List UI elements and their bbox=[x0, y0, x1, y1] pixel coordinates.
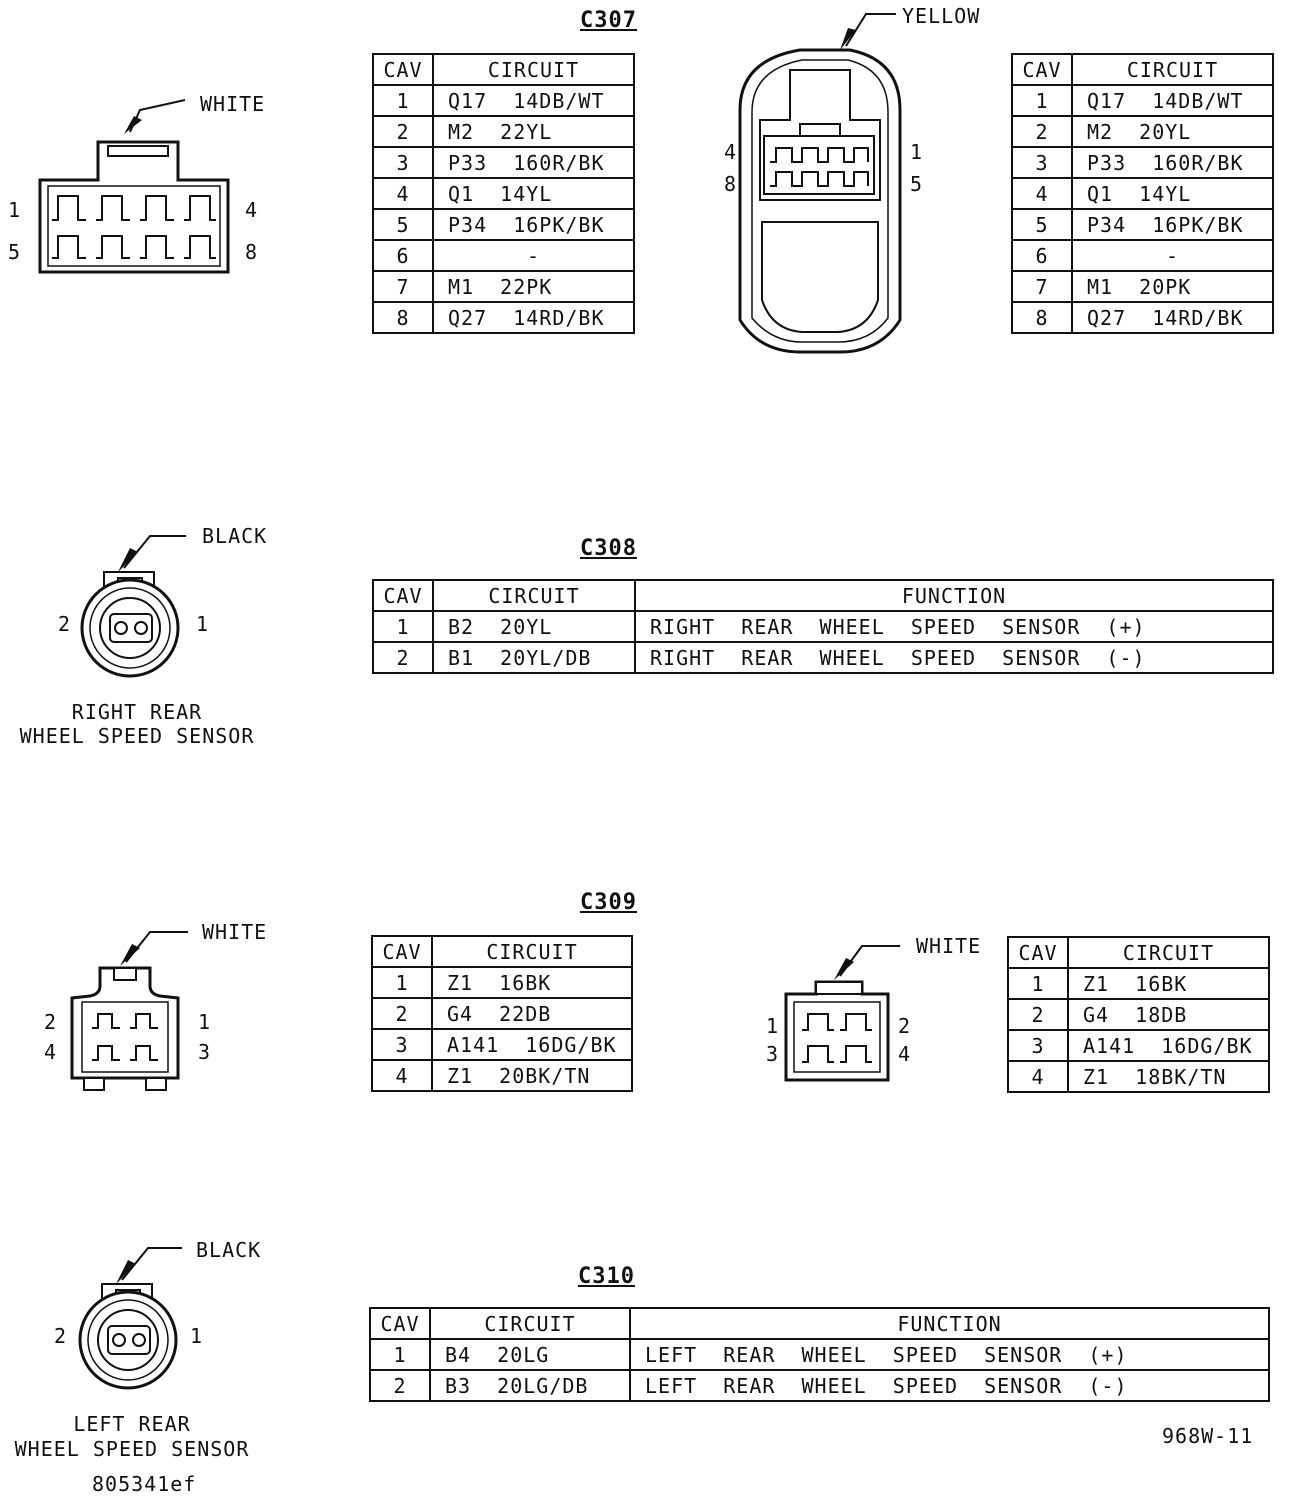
cav-cell: 3 bbox=[1008, 1030, 1068, 1061]
circuit-cell: P34 16PK/BK bbox=[1072, 209, 1273, 240]
c307-left-color-label: WHITE bbox=[200, 92, 266, 116]
function-cell: LEFT REAR WHEEL SPEED SENSOR (+) bbox=[630, 1339, 1269, 1370]
circuit-cell: P33 160R/BK bbox=[433, 147, 634, 178]
c307-right-color-label: YELLOW bbox=[902, 4, 981, 28]
table-row bbox=[373, 240, 634, 271]
cav-header: CAV bbox=[1008, 937, 1068, 968]
table-row bbox=[1012, 178, 1273, 209]
cav-cell: 8 bbox=[373, 302, 433, 333]
cav-cell: 3 bbox=[1012, 147, 1072, 178]
circuit-cell: Q27 14RD/BK bbox=[1072, 302, 1273, 333]
table-row bbox=[372, 1060, 632, 1091]
table-header-row bbox=[373, 54, 634, 85]
c309-right-pin-label: 4 bbox=[898, 1042, 911, 1066]
table-row bbox=[373, 147, 634, 178]
cav-header: CAV bbox=[1012, 54, 1072, 85]
c307-right-pin-label: 5 bbox=[910, 172, 923, 196]
table-row bbox=[1008, 968, 1269, 999]
cav-cell: 2 bbox=[373, 642, 433, 673]
c309-left-pin-label: 4 bbox=[44, 1040, 57, 1064]
c307-right-pin-label: 1 bbox=[910, 140, 923, 164]
cav-cell: 1 bbox=[1008, 968, 1068, 999]
circuit-cell: Z1 16BK bbox=[432, 967, 632, 998]
table-row bbox=[372, 967, 632, 998]
cav-header: CAV bbox=[370, 1308, 430, 1339]
circuit-cell: Q17 14DB/WT bbox=[1072, 85, 1273, 116]
function-cell: LEFT REAR WHEEL SPEED SENSOR (-) bbox=[630, 1370, 1269, 1401]
cav-cell: 2 bbox=[370, 1370, 430, 1401]
cav-cell: 1 bbox=[372, 967, 432, 998]
function-header: FUNCTION bbox=[630, 1308, 1269, 1339]
c310-pin-label: 1 bbox=[190, 1324, 203, 1348]
table-row bbox=[373, 209, 634, 240]
circuit-cell: Z1 18BK/TN bbox=[1068, 1061, 1269, 1092]
c309-right-pin-label: 1 bbox=[766, 1014, 779, 1038]
table-row bbox=[370, 1339, 1269, 1370]
circuit-cell: P34 16PK/BK bbox=[433, 209, 634, 240]
c310-caption-line2: WHEEL SPEED SENSOR bbox=[14, 1437, 250, 1461]
c308-color-label: BLACK bbox=[202, 524, 268, 548]
circuit-header: CIRCUIT bbox=[432, 936, 632, 967]
cav-cell: 4 bbox=[1012, 178, 1072, 209]
c307-left-pin-label: 8 bbox=[245, 240, 258, 264]
cav-cell: 1 bbox=[373, 85, 433, 116]
table-row bbox=[1008, 1030, 1269, 1061]
table-row bbox=[373, 116, 634, 147]
c309-title: C309 bbox=[580, 890, 637, 915]
circuit-cell: M2 22YL bbox=[433, 116, 634, 147]
c308-caption-line1: RIGHT REAR bbox=[71, 700, 203, 724]
circuit-cell: - bbox=[1072, 240, 1273, 271]
circuit-cell: Q27 14RD/BK bbox=[433, 302, 634, 333]
circuit-cell: A141 16DG/BK bbox=[1068, 1030, 1269, 1061]
table-header-row bbox=[1012, 54, 1273, 85]
cav-cell: 3 bbox=[372, 1029, 432, 1060]
cav-cell: 2 bbox=[373, 116, 433, 147]
table-row bbox=[373, 611, 1273, 642]
c308-pinout-table bbox=[372, 579, 1274, 674]
cav-cell: 2 bbox=[372, 998, 432, 1029]
table-header-row bbox=[1008, 937, 1269, 968]
table-header-row bbox=[373, 580, 1273, 611]
table-row bbox=[1012, 240, 1273, 271]
cav-cell: 1 bbox=[373, 611, 433, 642]
c308-pin-label: 2 bbox=[58, 612, 71, 636]
table-row bbox=[1008, 1061, 1269, 1092]
c309-left-pinout-table bbox=[371, 935, 633, 1092]
table-header-row bbox=[372, 936, 632, 967]
circuit-cell: Z1 20BK/TN bbox=[432, 1060, 632, 1091]
cav-cell: 2 bbox=[1008, 999, 1068, 1030]
cav-cell: 3 bbox=[373, 147, 433, 178]
c310-title: C310 bbox=[578, 1264, 635, 1289]
c310-color-label: BLACK bbox=[196, 1238, 262, 1262]
table-row bbox=[373, 271, 634, 302]
function-cell: RIGHT REAR WHEEL SPEED SENSOR (+) bbox=[635, 611, 1273, 642]
table-row bbox=[1012, 209, 1273, 240]
cav-header: CAV bbox=[373, 580, 433, 611]
cav-cell: 7 bbox=[373, 271, 433, 302]
table-row bbox=[373, 642, 1273, 673]
cav-cell: 1 bbox=[370, 1339, 430, 1370]
circuit-cell: G4 18DB bbox=[1068, 999, 1269, 1030]
c308-title: C308 bbox=[580, 536, 637, 561]
c309-left-pin-label: 2 bbox=[44, 1010, 57, 1034]
cav-header: CAV bbox=[373, 54, 433, 85]
table-row bbox=[372, 1029, 632, 1060]
circuit-header: CIRCUIT bbox=[1072, 54, 1273, 85]
circuit-cell: M2 20YL bbox=[1072, 116, 1273, 147]
function-header: FUNCTION bbox=[635, 580, 1273, 611]
c310-pinout-table bbox=[369, 1307, 1270, 1402]
cav-cell: 1 bbox=[1012, 85, 1072, 116]
circuit-cell: M1 20PK bbox=[1072, 271, 1273, 302]
circuit-cell: Z1 16BK bbox=[1068, 968, 1269, 999]
circuit-cell: - bbox=[433, 240, 634, 271]
circuit-cell: B2 20YL bbox=[433, 611, 635, 642]
c307-left-pin-label: 1 bbox=[8, 198, 21, 222]
cav-header: CAV bbox=[372, 936, 432, 967]
circuit-cell: G4 22DB bbox=[432, 998, 632, 1029]
table-row bbox=[1008, 999, 1269, 1030]
cav-cell: 6 bbox=[373, 240, 433, 271]
cav-cell: 8 bbox=[1012, 302, 1072, 333]
c307-title: C307 bbox=[580, 8, 637, 33]
circuit-header: CIRCUIT bbox=[433, 54, 634, 85]
table-row bbox=[1012, 85, 1273, 116]
c310-pin-label: 2 bbox=[54, 1324, 67, 1348]
c307-right-pinout-table bbox=[1011, 53, 1274, 334]
circuit-header: CIRCUIT bbox=[430, 1308, 630, 1339]
table-row bbox=[372, 998, 632, 1029]
cav-cell: 2 bbox=[1012, 116, 1072, 147]
circuit-cell: B3 20LG/DB bbox=[430, 1370, 630, 1401]
table-row bbox=[1012, 116, 1273, 147]
c307-right-pin-label: 8 bbox=[724, 172, 737, 196]
c310-caption-line1: LEFT REAR bbox=[73, 1412, 191, 1436]
c307-right-pin-label: 4 bbox=[724, 140, 737, 164]
image-code: 805341ef bbox=[92, 1472, 197, 1496]
circuit-cell: M1 22PK bbox=[433, 271, 634, 302]
function-cell: RIGHT REAR WHEEL SPEED SENSOR (-) bbox=[635, 642, 1273, 673]
cav-cell: 5 bbox=[1012, 209, 1072, 240]
circuit-cell: B4 20LG bbox=[430, 1339, 630, 1370]
table-row bbox=[1012, 147, 1273, 178]
cav-cell: 7 bbox=[1012, 271, 1072, 302]
c307-left-pinout-table bbox=[372, 53, 635, 334]
circuit-cell: Q1 14YL bbox=[1072, 178, 1273, 209]
c307-left-pin-label: 5 bbox=[8, 240, 21, 264]
circuit-header: CIRCUIT bbox=[433, 580, 635, 611]
table-row bbox=[370, 1370, 1269, 1401]
table-row bbox=[373, 178, 634, 209]
c309-right-pinout-table bbox=[1007, 936, 1270, 1093]
c308-caption-line2: WHEEL SPEED SENSOR bbox=[19, 724, 255, 748]
figure-id: 968W-11 bbox=[1162, 1424, 1254, 1448]
c309-right-pin-label: 3 bbox=[766, 1042, 779, 1066]
table-row bbox=[373, 302, 634, 333]
c309-left-pin-label: 1 bbox=[198, 1010, 211, 1034]
cav-cell: 6 bbox=[1012, 240, 1072, 271]
c309-left-color-label: WHITE bbox=[202, 920, 268, 944]
circuit-cell: Q17 14DB/WT bbox=[433, 85, 634, 116]
cav-cell: 4 bbox=[1008, 1061, 1068, 1092]
circuit-cell: A141 16DG/BK bbox=[432, 1029, 632, 1060]
cav-cell: 4 bbox=[372, 1060, 432, 1091]
cav-cell: 4 bbox=[373, 178, 433, 209]
circuit-cell: Q1 14YL bbox=[433, 178, 634, 209]
cav-cell: 5 bbox=[373, 209, 433, 240]
c309-right-pin-label: 2 bbox=[898, 1014, 911, 1038]
circuit-header: CIRCUIT bbox=[1068, 937, 1269, 968]
table-row bbox=[373, 85, 634, 116]
c307-left-pin-label: 4 bbox=[245, 198, 258, 222]
circuit-cell: P33 160R/BK bbox=[1072, 147, 1273, 178]
c308-pin-label: 1 bbox=[196, 612, 209, 636]
c309-right-color-label: WHITE bbox=[916, 934, 982, 958]
table-header-row bbox=[370, 1308, 1269, 1339]
table-row bbox=[1012, 271, 1273, 302]
table-row bbox=[1012, 302, 1273, 333]
c309-left-pin-label: 3 bbox=[198, 1040, 211, 1064]
circuit-cell: B1 20YL/DB bbox=[433, 642, 635, 673]
